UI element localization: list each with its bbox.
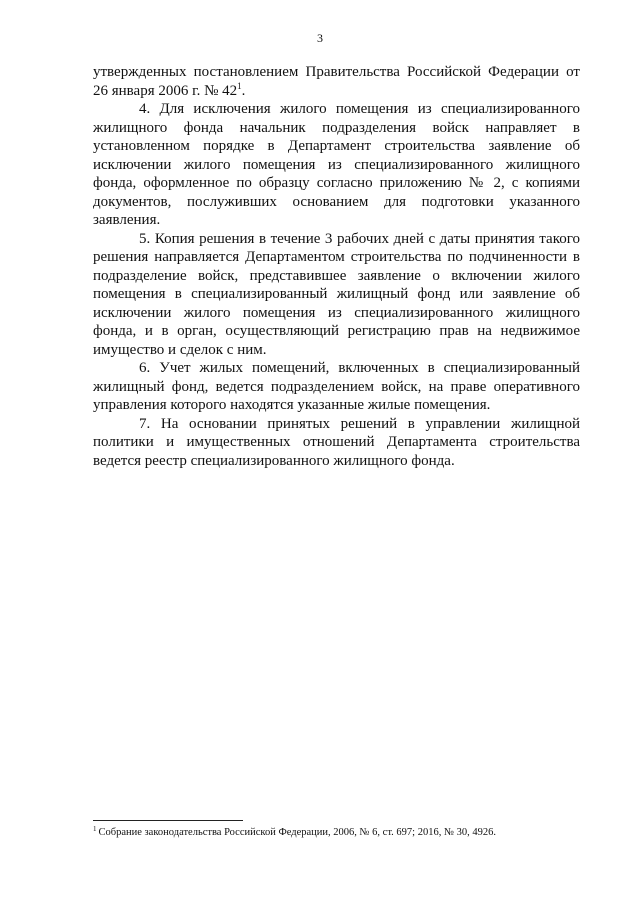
paragraph-continuation-end: . [241,82,246,99]
paragraph-item-6: 6. Учет жилых помещений, включенных в специализированный жилищный фонд, ведется подразделением войск, на праве оперативного управления которого находятся указанные жилые помещения. [93,360,580,413]
footnote-divider [93,820,243,821]
page-number: 3 [317,31,323,45]
footnote-text: Собрание законодательства Российской Федерации, 2006, № 6, ст. 697; 2016, № 30, 4926. [98,827,496,838]
document-body [93,63,580,470]
paragraph-continuation-text: утвержденных постановлением Правительства Российской Федерации от 26 января 2006 г. № 42 [93,64,580,99]
footnote-reference: 1 [237,80,242,91]
paragraph-item-5: 5. Копия решения в течение 3 рабочих дней с даты принятия такого решения направляется Департаментом строительства по подчиненности в подразделение войск, представившее заявление о включении жилого помещения в специализированный жилищный фонд или заявление об исключении жилого помещения из специализированного жилищного фонда, и в орган, осуществляющий регистрацию прав на недвижимое имущество и сделок с ним. [93,230,580,358]
footnote-marker: 1 [93,825,97,833]
footnote [93,826,583,839]
paragraph-item-4: 4. Для исключения жилого помещения из специализированного жилищного фонда начальник подразделения войск направляет в установленном порядке в Департамент строительства заявление об исключении жилого помещения из специализированного жилищного фонда, оформленное по образцу согласно приложению № 2, с копиями документов, послуживших основанием для подготовки указанного заявления. [93,101,580,228]
paragraph-item-7: 7. На основании принятых решений в управлении жилищной политики и имущественных отношений Департамента строительства ведется реестр специализированного жилищного фонда. [93,415,580,469]
paragraph-continuation [93,63,580,100]
